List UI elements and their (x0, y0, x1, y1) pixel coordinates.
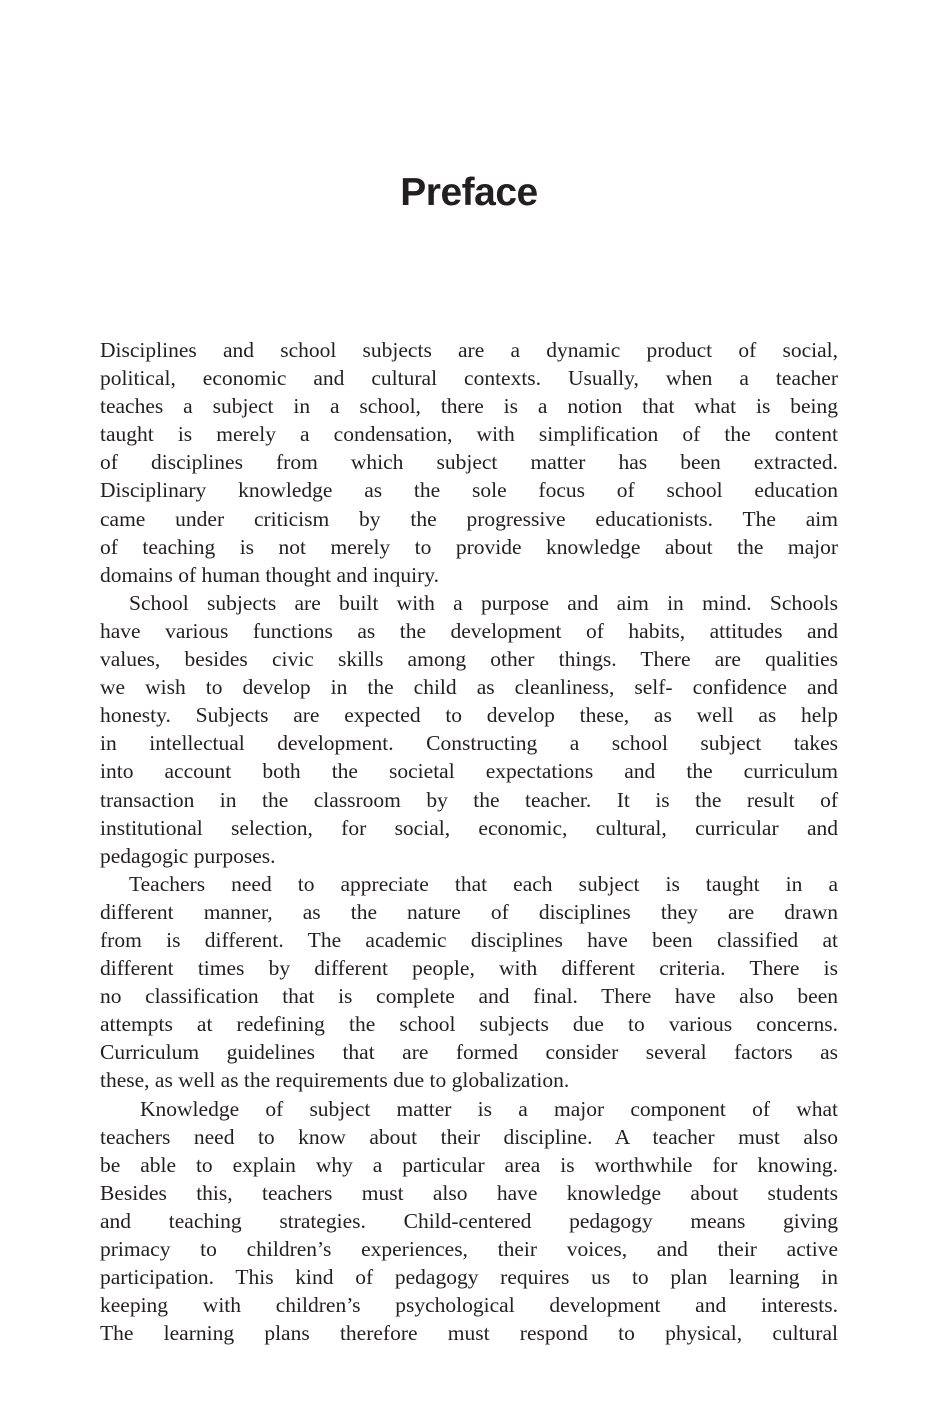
paragraph (100, 1095, 838, 1348)
text-line: Teachers need to appreciate that each subject is taught in a (129, 871, 838, 896)
text-line: institutional selection, for social, economic, cultural, curricular and (100, 815, 838, 840)
text-line: keeping with children’s psychological development and interests. (100, 1293, 838, 1318)
text-line: have various functions as the development of habits, attitudes and (100, 618, 838, 643)
text-line: be able to explain why a particular area is worthwhile for knowing. (100, 1152, 838, 1177)
text-line: attempts at redefining the school subjects due to various concerns. (100, 1012, 838, 1037)
text-line: came under criticism by the progressive educationists. The aim (100, 506, 838, 531)
text-line: different times by different people, with different criteria. There is (100, 956, 838, 981)
text-line: teaches a subject in a school, there is a notion that what is being (100, 394, 838, 419)
text-line: Curriculum guidelines that are formed consider several factors as (100, 1040, 838, 1065)
text-line: pedagogic purposes. (100, 843, 276, 868)
text-line: into account both the societal expectations and the curriculum (100, 759, 838, 784)
text-line: Disciplinary knowledge as the sole focus of school education (100, 478, 838, 503)
text-line: in intellectual development. Constructing a school subject takes (100, 731, 838, 756)
text-line: Besides this, teachers must also have knowledge about students (100, 1180, 838, 1205)
text-line: different manner, as the nature of disciplines they are drawn (100, 899, 838, 924)
text-line: teachers need to know about their discipline. A teacher must also (100, 1124, 838, 1149)
text-line: we wish to develop in the child as cleanliness, self- confidence and (100, 675, 838, 700)
text-line: political, economic and cultural contexts. Usually, when a teacher (100, 366, 838, 391)
text-line: participation. This kind of pedagogy requires us to plan learning in (100, 1265, 838, 1290)
text-line: taught is merely a condensation, with simplification of the content (100, 422, 838, 447)
text-line: no classification that is complete and final. There have also been (100, 984, 838, 1009)
text-line: honesty. Subjects are expected to develop these, as well as help (100, 703, 838, 728)
text-line: Disciplines and school subjects are a dynamic product of social, (100, 338, 838, 362)
paragraph (100, 589, 838, 870)
text-line: domains of human thought and inquiry. (100, 562, 439, 587)
text-line: primacy to children’s experiences, their voices, and their active (100, 1237, 838, 1261)
text-line: The learning plans therefore must respond to physical, cultural (100, 1321, 838, 1346)
text-line: of disciplines from which subject matter has been extracted. (100, 450, 838, 475)
text-line: from is different. The academic disciplines have been classified at (100, 927, 838, 952)
text-line: these, as well as the requirements due to globalization. (100, 1068, 570, 1093)
text-line: of teaching is not merely to provide knowledge about the major (100, 534, 838, 559)
text-line: values, besides civic skills among other things. There are qualities (100, 647, 838, 672)
paragraph (100, 870, 838, 1095)
page-title: Preface (400, 171, 538, 215)
preface-body (100, 336, 838, 1347)
text-line: and teaching strategies. Child-centered pedagogy means giving (100, 1208, 838, 1233)
text-line: School subjects are built with a purpose and aim in mind. Schools (129, 590, 838, 615)
text-line: transaction in the classroom by the teacher. It is the result of (100, 787, 838, 812)
text-line: Knowledge of subject matter is a major component of what (140, 1096, 838, 1121)
paragraph (100, 336, 838, 589)
